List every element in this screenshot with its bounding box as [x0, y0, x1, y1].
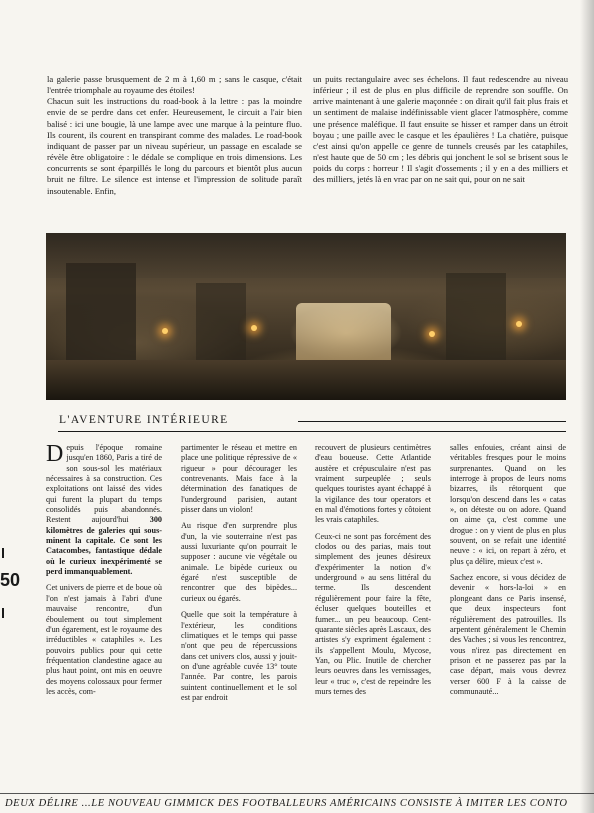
- heading-rule: [58, 431, 566, 432]
- column-1-bold-text: 300 kilomètres de galeries qui sous-minent la capitale. Ce sont les Catacombes, fantastique dédale où le curieux inexpérimenté se perd immanquablement.: [46, 515, 162, 577]
- top-right-column: [313, 74, 568, 186]
- catacomb-photo: [46, 233, 566, 400]
- column-2-paragraph-3: Quelle que soit la température à l'extérieur, les conditions climatiques et le temps qui passe n'ont que peu de répercussions dans cet univers clos, aussi y jouit-on d'une agréable cuvée 13° toute l'année. Par contre, les parois suintent continuellement et le sol est par endroit: [181, 610, 297, 702]
- photo-candle: [251, 325, 257, 331]
- top-left-paragraph-2: Chacun suit les instructions du road-book à la lettre : pas la moindre envie de se perdre dans cet enfer. Heureusement, le circuit a l'air bien balisé : ici une bougie, là une lampe avec une marque à la peinture fluo. Ils courent, ils courent en transpirant comme des malades. Le road-book indiquant de passer par un niveau supérieur, un passage en escalade se révèle être obligatoire : le dédale se complique en trois dimensions. Les concurrents se sont éparpillés le long du parcours et bientôt plus aucun bruit ne filtre. Le silence est intense et l'impression de solitude paraît insoutenable. Enfin,: [47, 96, 302, 196]
- section-title: L'AVENTURE INTÉRIEURE: [59, 414, 229, 426]
- top-left-paragraph-1: la galerie passe brusquement de 2 m à 1,60 m ; sans le casque, c'était l'entrée triomphale au royaume des étoiles!: [47, 74, 302, 96]
- page-number: 50: [0, 570, 21, 590]
- photo-tunnel-light: [296, 303, 391, 365]
- page-edge-shadow: [580, 0, 594, 813]
- photo-candle: [516, 321, 522, 327]
- top-right-paragraph-1: un puits rectangulaire avec ses échelons. Il faut redescendre au niveau inférieur ; il est de plus en plus difficile de reprendre son souffle. On arrive maintenant à une galerie maçonnée : on dirait qu'il fait plus frais et un sentiment de malaise indéfinissable vient glacer l'atmosphère, comme une présence maléfique. Il faut ensuite se hisser et ramper dans un étroit boyau ; une paille avec le casque et les épaulières ! La chatière, puisque c'est ainsi qu'on appelle ce genre de tunnels creusés par les cataphiles, n'est haute que de 50 cm ; les débris qui jonchent le sol se brisent sous le poids du corps : horreur ! Il s'agit d'ossements ; il y en a des milliers et des milliers, jetés là en vrac par on ne sait qui, pour on ne sait: [313, 74, 568, 185]
- column-4-paragraph-2: Sachez encore, si vous décidez de devenir « hors-la-loi » en plongeant dans ce Paris insensé, que deux inspecteurs font régulièrement des patrouilles. Ils arpentent généralement le Chemin des Vaches ; si vous les rencontrez, vous n'irez pas directement en prison et ne passerez pas par la case départ, mais vous devrez verser 600 F à la caisse de communauté...: [450, 573, 566, 696]
- footer-banner: DEUX DÉLIRE ...LE NOUVEAU GIMMICK DES FOOTBALLEURS AMÉRICAINS CONSISTE À IMITER LES CONTO: [5, 798, 568, 809]
- article-column-1: [46, 443, 162, 703]
- margin-mark: [2, 608, 4, 618]
- top-left-column: [47, 74, 302, 197]
- photo-candle: [429, 331, 435, 337]
- column-1-intro-text: epuis l'époque romaine jusqu'en 1860, Paris a tiré de son sous-sol les matériaux nécessaires à sa construction. Ces exploitations ont laissé des vides qui furent la plupart du temps consolidés puis abandonnés. Restent aujourd'hui: [46, 443, 162, 525]
- article-column-3: [315, 443, 431, 703]
- column-3-paragraph-2: Ceux-ci ne sont pas forcément des clodos ou des parias, mais tout simplement des jeunes désireux d'expérimenter la notion d'« underground » au sens littéral du terme. Ils descendent régulièrement pour faire la fête, écluser quelques bouteilles et fumer... un peu beaucoup. Cent-quarante siècles après Lascaux, des artistes s'y expriment également : ils s'appellent Moulu, Mycose, Yan, ou Plic. Inutile de chercher leurs oeuvres dans les vernissages, leur « truc », c'est de repeindre les murs ternes des: [315, 531, 431, 696]
- column-3-paragraph-1: recouvert de plusieurs centimètres d'eau boueuse. Cette Atlantide austère et crépusculaire n'est pas vraiment surpeuplée ; seuls quelques touristes ayant échappé à la vigilance des tour operators et en mal d'émotions fortes y côtoient les vrais cataphiles.: [315, 443, 431, 525]
- column-1-paragraph-1: [46, 443, 162, 577]
- heading-rule-top: [298, 421, 566, 422]
- margin-mark: [2, 548, 4, 558]
- footer-rule: [0, 793, 594, 794]
- column-2-paragraph-1: partimenter le réseau et mettre en place une politique répressive de « rigueur » pour décourager les contrevenants. Mais face à la détermination des fanatiques de l'underground parisien, autant pisser dans un violon!: [181, 443, 297, 515]
- column-4-paragraph-1: salles enfouies, créant ainsi de véritables fresques pour le moins surprenantes. Quand on les interroge à propos de leurs noms bizarres, ils rétorquent que lorsqu'on descend dans les « catas », on déteste ou on adore. Quand on aime ça, c'est comme une drogue : on y vient de plus en plus souvent, on se refait une identité neuve : « ici, on repart à zéro, et plus ça délire, mieux c'est ».: [450, 443, 566, 566]
- column-1-paragraph-2: Cet univers de pierre et de boue où l'on n'est jamais à l'abri d'une mauvaise rencontre, d'un éboulement ou tout simplement d'un égarement, est le royaume des irréductibles « cataphiles ». Les pouvoirs publics pour qui cette fréquentation clandestine agace au plus haut point, ont mis en oeuvre des moyens colossaux pour fermer les accès, com-: [46, 583, 162, 696]
- column-2-paragraph-2: Au risque d'en surprendre plus d'un, la vie souterraine n'est pas aussi luxuriante qu'on pourrait le supposer : aucune vie végétale ou animale. Le bipède curieux ou égaré n'est susceptible de rencontrer que des bipèdes... curieux ou égarés.: [181, 521, 297, 603]
- article-column-2: [181, 443, 297, 709]
- photo-floor: [46, 360, 566, 400]
- photo-candle: [162, 328, 168, 334]
- article-column-4: [450, 443, 566, 703]
- drop-cap: D: [46, 441, 64, 467]
